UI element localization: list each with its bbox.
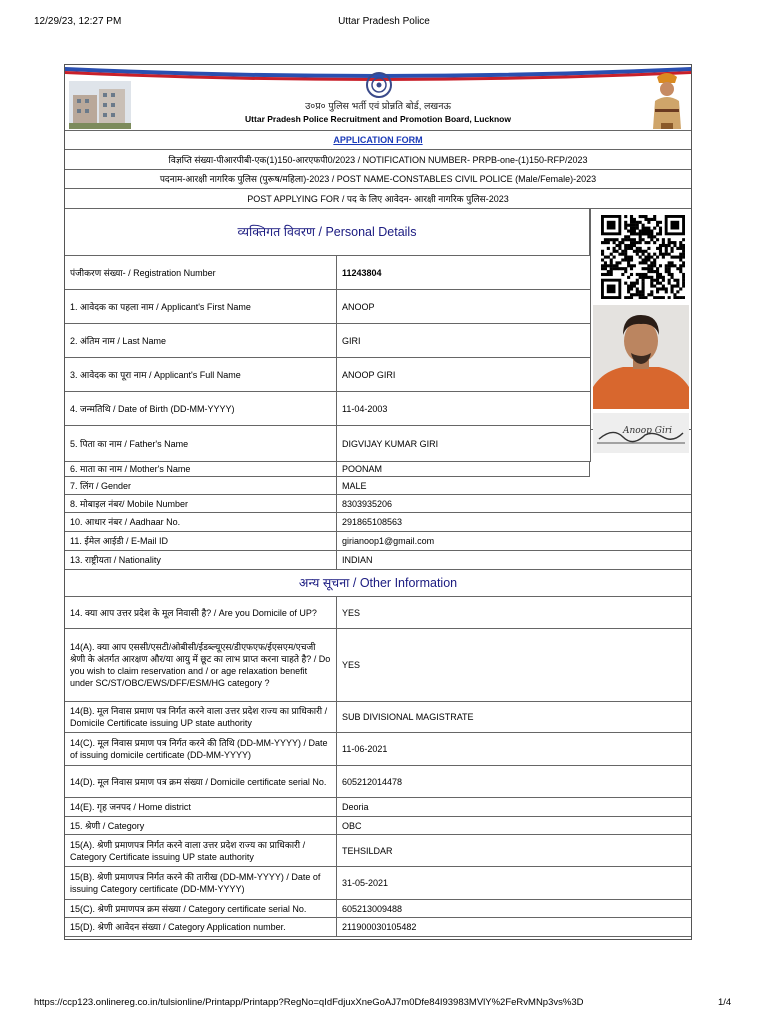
personal-label: 2. अंतिम नाम / Last Name <box>65 324 337 357</box>
personal-label: 8. मोबाइल नंबर/ Mobile Number <box>65 495 337 512</box>
personal-value: INDIAN <box>342 555 373 565</box>
personal-label: 6. माता का नाम / Mother's Name <box>65 462 337 476</box>
other-label: 14(A). क्या आप एससी/एसटी/ओबीसी/ईडब्ल्यूएस/डीएफएफ/ईएसएम/एचजी श्रेणी के अंतर्गत आरक्षण और/या आयु में छूट का लाभ प्राप्त करना चाहते है? / Do you wish to claim reservation and / or age relaxation benefit under SC/ST/OBC/EWS/DFF/ESM/HG category ? <box>65 629 337 701</box>
other-value: TEHSILDAR <box>342 845 393 856</box>
right-column-divider <box>590 209 591 462</box>
personal-value: 8303935206 <box>342 498 393 509</box>
personal-value: ANOOP GIRI <box>342 369 396 380</box>
applicant-signature <box>593 413 689 453</box>
print-title: Uttar Pradesh Police <box>338 16 430 27</box>
other-row <box>65 597 691 629</box>
other-label: 15(B). श्रेणी प्रमाणपत्र निर्गत करने की तारीख (DD-MM-YYYY) / Date of issuing Category certificate (DD-MM-YYYY) <box>65 867 337 899</box>
personal-value: 11243804 <box>342 267 382 278</box>
other-row <box>65 817 691 835</box>
other-label: 14. क्या आप उत्तर प्रदेश के मूल निवासी है? / Are you Domicile of UP? <box>65 597 337 628</box>
other-label: 14(D). मूल निवास प्रमाण पत्र क्रम संख्या / Domicile certificate serial No. <box>65 766 337 797</box>
other-value: 605213009488 <box>342 903 403 914</box>
board-name-hindi: उ०प्र० पुलिस भर्ती एवं प्रोन्नति बोर्ड, लखनऊ <box>305 101 451 112</box>
personal-label: 4. जन्मतिथि / Date of Birth (DD-MM-YYYY) <box>65 392 337 425</box>
other-label: 15(C). श्रेणी प्रमाणपत्र क्रम संख्या / Category certificate serial No. <box>65 900 337 917</box>
personal-label: 10. आधार नंबर / Aadhaar No. <box>65 513 337 531</box>
personal-label: 11. ईमेल आईडी / E-Mail ID <box>65 532 337 550</box>
other-value: 211900030105482 <box>342 922 417 932</box>
other-row <box>65 798 691 817</box>
other-label: 14(B). मूल निवास प्रमाण पत्र निर्गत करने वाला उत्तर प्रदेश राज्य का प्राधिकारी / Domicile Certificate issuing UP state authority <box>65 702 337 732</box>
post-applying-text: POST APPLYING FOR / पद के लिए आवेदन- आरक्षी नागरिक पुलिस-2023 <box>247 193 509 204</box>
personal-row <box>65 551 691 570</box>
other-value: OBC <box>342 820 362 831</box>
personal-row <box>65 392 590 426</box>
personal-value: 11-04-2003 <box>342 403 388 414</box>
personal-label: 7. लिंग / Gender <box>65 477 337 494</box>
post-name-text: पदनाम-आरक्षी नागरिक पुलिस (पुरूष/महिला)-2023 / POST NAME-CONSTABLES CIVIL POLICE (Male/Female)-2023 <box>159 174 597 184</box>
application-form-row <box>65 131 691 150</box>
up-police-emblem-icon <box>365 71 393 99</box>
other-row <box>65 733 691 766</box>
other-information-heading: अन्य सूचना / Other Information <box>298 576 458 590</box>
personal-value: 291865108563 <box>342 517 403 527</box>
other-label: 15(D). श्रेणी आवेदन संख्या / Category Application number. <box>65 918 337 936</box>
print-page-number: 1/4 <box>718 997 732 1008</box>
other-row <box>65 867 691 900</box>
other-label: 14(C). मूल निवास प्रमाण पत्र निर्गत करने की तिथि (DD-MM-YYYY) / Date of issuing domicile certificate (DD-MM-YYYY) <box>65 733 337 765</box>
other-value: 11-06-2021 <box>342 744 388 754</box>
personal-row <box>65 358 590 392</box>
other-value: SUB DIVISIONAL MAGISTRATE <box>342 712 474 722</box>
other-value: YES <box>342 660 361 670</box>
other-row <box>65 629 691 702</box>
personal-row <box>65 256 590 290</box>
application-sheet <box>64 64 692 940</box>
personal-row <box>65 324 590 358</box>
print-datetime: 12/29/23, 12:27 PM <box>34 16 122 27</box>
other-row <box>65 900 691 918</box>
other-value: Deoria <box>342 802 369 812</box>
personal-label: 1. आवेदक का पहला नाम / Applicant's First Name <box>65 290 337 323</box>
personal-label: 3. आवेदक का पूरा नाम / Applicant's Full Name <box>65 358 337 391</box>
applicant-photo <box>593 305 689 409</box>
other-heading-row <box>65 570 691 597</box>
personal-row <box>65 462 590 477</box>
other-label: 15. श्रेणी / Category <box>65 817 337 834</box>
personal-value: MALE <box>342 480 367 491</box>
personal-value: ANOOP <box>342 301 375 312</box>
police-officer-image <box>647 71 687 129</box>
personal-value: GIRI <box>342 335 361 346</box>
personal-heading-row <box>65 209 590 256</box>
other-label: 15(A). श्रेणी प्रमाणपत्र निर्गत करने वाला उत्तर प्रदेश राज्य का प्राधिकारी / Category Certificate issuing UP state authority <box>65 835 337 866</box>
personal-row <box>65 426 590 462</box>
other-row <box>65 918 691 937</box>
signature-text: Anoop Giri <box>623 426 673 436</box>
banner <box>65 65 691 131</box>
personal-row <box>65 495 691 513</box>
post-name-row <box>65 170 691 189</box>
personal-value: girianoop1@gmail.com <box>342 536 435 546</box>
other-value: 31-05-2021 <box>342 878 389 888</box>
personal-details-heading: व्यक्तिगत विवरण / Personal Details <box>237 225 417 239</box>
personal-row <box>65 532 691 551</box>
personal-row <box>65 290 590 324</box>
personal-label: 13. राष्ट्रीयता / Nationality <box>65 551 337 569</box>
print-url[interactable]: https://ccp123.onlinereg.co.in/tulsionline/Printapp/Printapp?RegNo=qIdFdjuxXneGoAJ7m0Dfe84I93983MVlY%2FeRvMNp3vs%3D <box>34 997 584 1008</box>
other-row <box>65 766 691 798</box>
other-row <box>65 702 691 733</box>
board-name-english: Uttar Pradesh Police Recruitment and Promotion Board, Lucknow <box>245 114 511 124</box>
other-label: 14(E). गृह जनपद / Home district <box>65 798 337 816</box>
personal-label: पंजीकरण संख्या- / Registration Number <box>65 256 337 289</box>
other-value: 605212014478 <box>342 776 403 787</box>
personal-label: 5. पिता का नाम / Father's Name <box>65 426 337 461</box>
personal-value: POONAM <box>342 464 383 474</box>
personal-row <box>65 513 691 532</box>
qr-code-image <box>601 215 685 299</box>
personal-row <box>65 477 691 495</box>
personal-value: DIGVIJAY KUMAR GIRI <box>342 438 439 449</box>
application-form-title[interactable]: APPLICATION FORM <box>333 135 423 145</box>
other-row <box>65 835 691 867</box>
notification-text: विज्ञप्ति संख्या-पीआरपीबी-एक(1)150-आरएफपी0/2023 / NOTIFICATION NUMBER- PRPB-one-(1)150-RFP/2023 <box>168 154 588 165</box>
other-value: YES <box>342 607 361 618</box>
post-applying-row <box>65 189 691 209</box>
notification-row <box>65 150 691 170</box>
